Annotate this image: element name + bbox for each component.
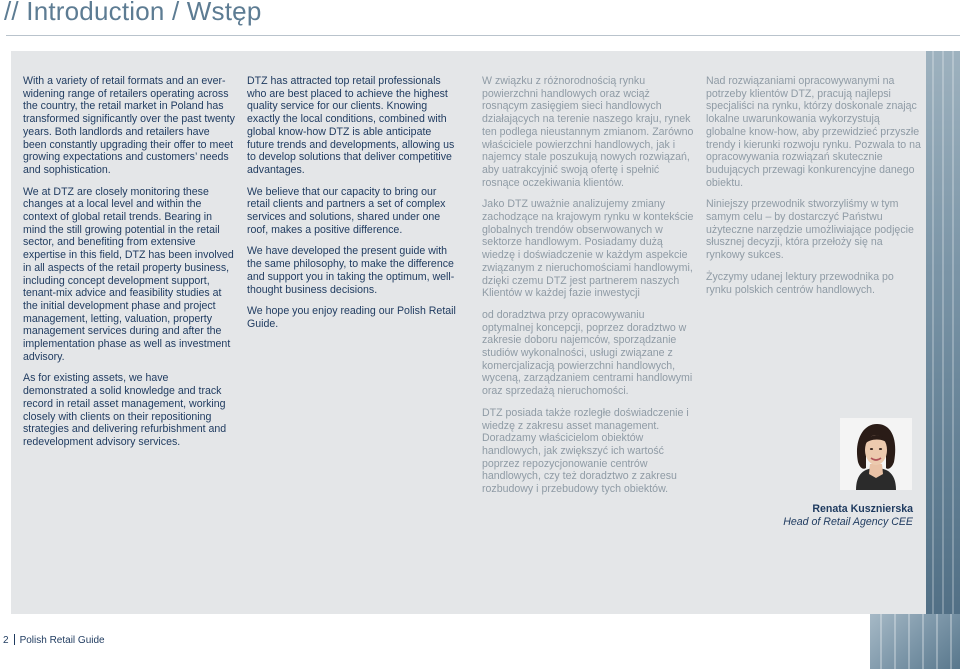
- signature-name: Renata Kusznierska: [812, 503, 913, 515]
- paragraph: As for existing assets, we have demonstrated a solid knowledge and track record in retail asset management, working closely with clients on their repositioning strategies and delivering refurbishment and redevelopment advisory services.: [23, 372, 227, 448]
- english-column-1: [23, 75, 236, 458]
- author-portrait-photo: [840, 418, 912, 490]
- polish-column-1: [482, 75, 694, 505]
- portrait-illustration-icon: [840, 418, 912, 490]
- paragraph: Nad rozwiązaniami opracowywanymi na potrzeby klientów DTZ, pracują najlepsi specjaliści na rynku, którzy doskonale znając lokalne uwarunkowania wykorzystują globalne know-how, aby przewidzieć przyszłe trendy i kierunki rozwoju rynku. Pozwala to na opracowywania rozwiązań skutecznie budujących przewagi konkurencyjne danego obiektu.: [706, 75, 921, 189]
- paragraph: Jako DTZ uważnie analizujemy zmiany zachodzące na krajowym rynku w kontekście globalnych trendów obserwowanych w sektorze handlowym. Posiadamy dużą wiedzę i doświadczenie w każdym aspekcie związanym z nieruchomościami handlowymi, dzięki czemu DTZ jest partnerem naszych Klientów w każdej fazie inwestycji: [482, 198, 694, 300]
- page-title: // Introduction / Wstęp: [4, 0, 262, 26]
- decorative-building-corner: [870, 614, 960, 669]
- page-footer: [3, 634, 105, 646]
- paragraph: DTZ has attracted top retail professionals who are best placed to achieve the highest quality service for our clients. Knowing exactly the local conditions, combined with global know-how DTZ is able anticipate future trends and developments, allowing us to develop solutions that deliver competitive advantages.: [247, 75, 455, 176]
- english-column-2: [247, 75, 461, 340]
- paragraph: DTZ posiada także rozległe doświadczenie i wiedzę z zakresu asset management. Doradzamy właścicielom obiektów handlowych, jak zwiększyć ich wartość poprzez repozycjonowanie centrów handlowych, czy też doradztwo z zakresu rozbudowy i przebudowy tych obiektów.: [482, 406, 689, 496]
- footer-divider: [14, 634, 15, 645]
- paragraph: W związku z różnorodnością rynku powierzchni handlowych oraz wciąż rosnącym zasięgiem sieci handlowych działających na terenie naszego kraju, rynek ten podlega nieustannym zmianom. Zarówno właściciele powierzchni handlowych, jak i najemcy stale poszukują nowych rozwiązań, aby uatrakcyjnić swoją ofertę i spełnić rosnące oczekiwania klientów.: [482, 75, 694, 189]
- paragraph: od doradztwa przy opracowywaniu optymalnej koncepcji, poprzez doradztwo w zakresie doboru najemców, sporządzanie studiów wykonalności, usługi związane z komercjalizacją powierzchni handlowych, wyceną, zarządzaniem centrami handlowymi oraz sprzedażą nieruchomości.: [482, 308, 693, 398]
- paragraph: We believe that our capacity to bring our retail clients and partners a set of complex services and solutions, shared under one roof, makes a positive difference.: [247, 185, 446, 236]
- guide-name: Polish Retail Guide: [19, 635, 105, 646]
- paragraph: With a variety of retail formats and an ever-widening range of retailers operating across the country, the retail market in Poland has transformed significantly over the past twenty years. Both landlords and retailers have been constantly upgrading their offer to meet growing expectations and customers’ needs and sophistication.: [23, 75, 235, 176]
- title-divider: [6, 35, 960, 36]
- paragraph: Życzymy udanej lektury przewodnika po rynku polskich centrów handlowych.: [706, 270, 894, 296]
- signature-role: Head of Retail Agency CEE: [783, 516, 913, 528]
- paragraph: We hope you enjoy reading our Polish Retail Guide.: [247, 305, 456, 330]
- polish-column-2: [706, 75, 921, 305]
- decorative-building-strip: [926, 51, 960, 669]
- page-number: 2: [3, 635, 9, 646]
- paragraph: We at DTZ are closely monitoring these changes at a local level and within the context of global retail trends. Bearing in mind the still growing potential in the retail sector, and benefiting from extensive expertise in this field, DTZ has been involved in all aspects of the retail property business, including concept development support, tenant-mix advice and feasibility studies at the initial development phase and project management, letting, valuation, property management services during and after the implementation phase as well as investment advisory.: [23, 185, 234, 363]
- paragraph: We have developed the present guide with the same philosophy, to make the difference and support you in taking the optimum, well-thought business decisions.: [247, 245, 455, 296]
- paragraph: Niniejszy przewodnik stworzyliśmy w tym samym celu – by dostarczyć Państwu użyteczne narzędzie umożliwiające podjęcie słusznej decyzji, która przełoży się na rynkowy sukces.: [706, 198, 914, 262]
